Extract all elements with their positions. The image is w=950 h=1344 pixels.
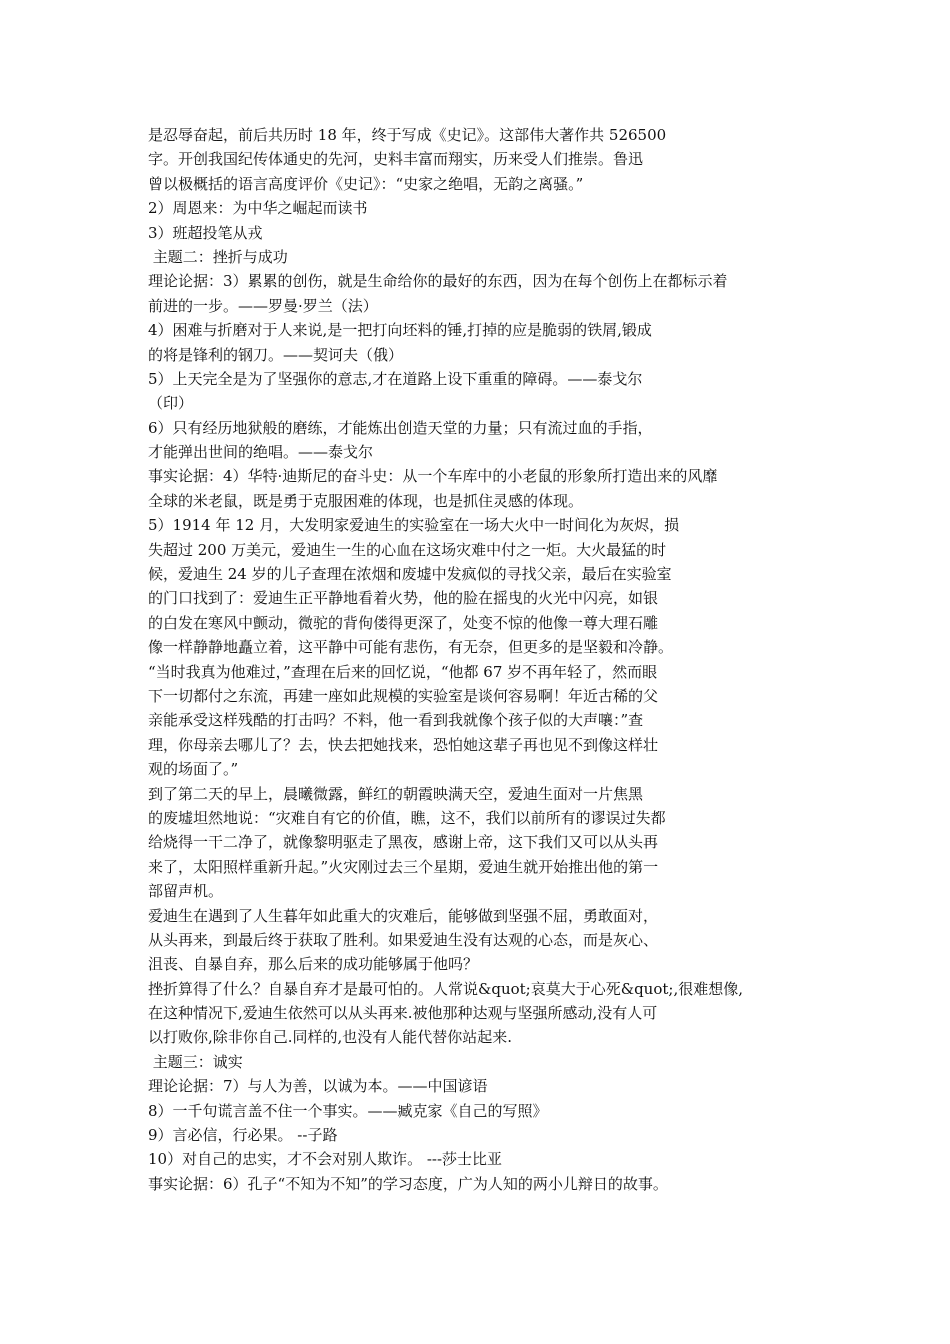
text-line: 理论论据：7）与人为善，以诚为本。——中国谚语 — [148, 1077, 488, 1096]
text-line: 像一样静静地矗立着，这平静中可能有悲伤，有无奈，但更多的是坚毅和冷静。 — [148, 638, 674, 657]
text-line: 才能弹出世间的绝唱。——泰戈尔 — [148, 443, 374, 462]
text-line: “当时我真为他难过，”查理在后来的回忆说，“他都 67 岁不再年轻了，然而眼 — [148, 662, 658, 681]
text-line: 曾以极概括的语言高度评价《史记》：“史家之绝唱，无韵之离骚。” — [148, 174, 584, 193]
text-line: 的门口找到了：爱迪生正平静地看着火势，他的脸在摇曳的火光中闪亮，如银 — [148, 589, 659, 608]
section-heading: 主题二：挫折与成功 — [148, 247, 288, 266]
text-line: 给烧得一干二净了，就像黎明驱走了黑夜，感谢上帝，这下我们又可以从头再 — [148, 833, 659, 852]
text-line: 部留声机。 — [148, 882, 224, 901]
text-line: 事实论据：6）孔子“不知为不知”的学习态度，广为人知的两小儿辩日的故事。 — [148, 1174, 668, 1193]
text-line: 亲能承受这样残酷的打击吗？不料，他一看到我就像个孩子似的大声嚷：”查 — [148, 711, 644, 730]
text-line: 在这种情况下,爱迪生依然可以从头再来.被他那种达观与坚强所感动,没有人可 — [148, 1004, 658, 1023]
text-line: 来了，太阳照样重新升起。”火灾刚过去三个星期，爱迪生就开始推出他的第一 — [148, 857, 659, 876]
text-line: 2）周恩来：为中华之崛起而读书 — [148, 199, 368, 218]
text-line: 全球的米老鼠，既是勇于克服困难的体现，也是抓住灵感的体现。 — [148, 491, 584, 510]
text-line: 从头再来，到最后终于获取了胜利。如果爱迪生没有达观的心态，而是灰心、 — [148, 930, 659, 949]
text-line: 9）言必信，行必果。 --子路 — [148, 1126, 338, 1145]
text-line: 的废墟坦然地说：“灾难自有它的价值，瞧，这不，我们以前所有的谬误过失都 — [148, 808, 666, 827]
text-line: 下一切都付之东流，再建一座如此规模的实验室是谈何容易啊！年近古稀的父 — [148, 686, 659, 705]
text-line: 8）一千句谎言盖不住一个事实。——臧克家《自己的写照》 — [148, 1101, 548, 1120]
text-line: 3）班超投笔从戎 — [148, 223, 263, 242]
text-line: 的白发在寒风中颤动，微驼的背佝偻得更深了，处变不惊的他像一尊大理石雕 — [148, 613, 659, 632]
text-line: 挫折算得了什么？自暴自弃才是最可怕的。人常说&quot;哀莫大于心死&quot;,很难想像, — [148, 979, 743, 998]
text-line: 爱迪生在遇到了人生暮年如此重大的灾难后，能够做到坚强不屈，勇敢面对， — [148, 906, 659, 925]
text-line: 5）1914 年 12 月，大发明家爱迪生的实验室在一场大火中一时间化为灰烬，损 — [148, 516, 680, 535]
text-line: 10）对自己的忠实，才不会对别人欺诈。 ---莎士比亚 — [148, 1150, 503, 1169]
text-line: 事实论据：4）华特·迪斯尼的奋斗史：从一个车库中的小老鼠的形象所打造出来的风靡 — [148, 467, 718, 486]
text-line: 理论论据：3）累累的创伤，就是生命给你的最好的东西，因为在每个创伤上在都标示着 — [148, 272, 728, 291]
text-line: 5）上天完全是为了坚强你的意志,才在道路上设下重重的障碍。——泰戈尔 — [148, 369, 643, 388]
section-heading: 主题三：诚实 — [148, 1052, 243, 1071]
text-line: 6）只有经历地狱般的磨练，才能炼出创造天堂的力量；只有流过血的手指， — [148, 418, 653, 437]
text-line: 观的场面了。” — [148, 760, 239, 779]
text-line: 失超过 200 万美元，爱迪生一生的心血在这场灾难中付之一炬。大火最猛的时 — [148, 540, 667, 559]
text-line: 前进的一步。——罗曼·罗兰（法） — [148, 296, 378, 315]
text-line: 字。开创我国纪传体通史的先河，史料丰富而翔实，历来受人们推崇。鲁迅 — [148, 150, 644, 169]
text-line: 理，你母亲去哪儿了？去，快去把她找来，恐怕她这辈子再也见不到像这样壮 — [148, 735, 659, 754]
text-line: 到了第二天的早上，晨曦微露，鲜红的朝霞映满天空，爱迪生面对一片焦黑 — [148, 784, 644, 803]
text-line: 以打败你,除非你自己.同样的,也没有人能代替你站起来. — [148, 1028, 513, 1047]
document-body — [148, 123, 808, 1196]
text-line: 的将是锋利的钢刀。——契诃夫（俄） — [148, 345, 404, 364]
text-line: 候，爱迪生 24 岁的儿子查理在浓烟和废墟中发疯似的寻找父亲，最后在实验室 — [148, 565, 672, 584]
text-line: （印） — [148, 394, 194, 413]
text-line: 沮丧、自暴自弃，那么后来的成功能够属于他吗？ — [148, 955, 479, 974]
text-line: 是忍辱奋起，前后共历时 18 年，终于写成《史记》。这部伟大著作共 526500 — [148, 126, 667, 144]
text-line: 4）困难与折磨对于人来说,是一把打向坯料的锤,打掉的应是脆弱的铁屑,锻成 — [148, 321, 652, 340]
